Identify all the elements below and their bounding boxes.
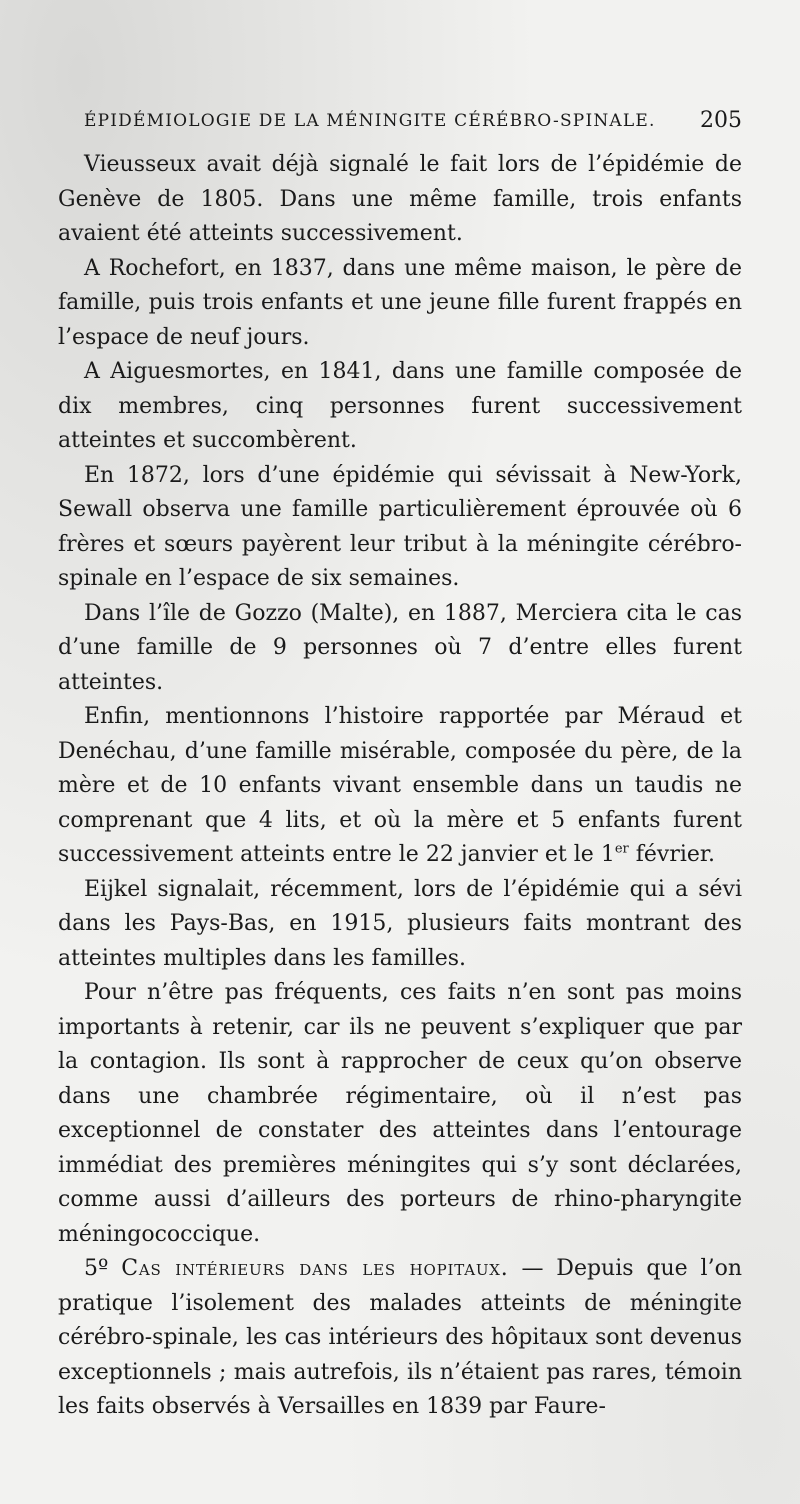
- running-head-title: ÉPIDÉMIOLOGIE DE LA MÉNINGITE CÉRÉBRO-SPINALE.: [84, 111, 656, 131]
- paragraph: A Aiguesmortes, en 1841, dans une famille composée de dix membres, cinq personnes furent successivement atteintes et succombèrent.: [58, 359, 742, 453]
- section-paragraph: [58, 1252, 742, 1425]
- paragraph-text: Enfin, mentionnons l’histoire rapportée par Méraud et Denéchau, d’une famille misérable, composée du père, de la mère et de 10 enfants vivant ensemble dans un taudis ne comprenant que 4 lits, et où la mère et 5 enfants furent successivement atteints entre le 22 janvier et le 1: [58, 704, 742, 867]
- body-text: [58, 148, 742, 1425]
- paragraph: [58, 700, 742, 873]
- paragraph: A Rochefort, en 1837, dans une même maison, le père de famille, puis trois enfants et une jeune fille furent frappés en l’espace de neuf jours.: [58, 255, 742, 350]
- section-heading: Cas intérieurs dans les hopitaux.: [121, 1256, 509, 1281]
- paragraph-text: — Depuis que l’on pratique l’isolement des malades atteints de méningite cérébro-spinale, les cas intérieurs des hôpitaux sont devenus exceptionnels ; mais autrefois, ils n’étaient pas rares, témoin les faits observés à Versailles en 1839 par Faure-: [58, 1256, 742, 1419]
- paragraph-text: février.: [628, 842, 715, 867]
- paragraph: Dans l’île de Gozzo (Malte), en 1887, Merciera cita le cas d’une famille de 9 personnes où 7 d’entre elles furent atteintes.: [58, 600, 742, 695]
- paragraph: Pour n’être pas fréquents, ces faits n’en sont pas moins importants à retenir, car ils ne peuvent s’expliquer que par la contagion. Ils sont à rapprocher de ceux qu’on observe dans une chambrée régimentaire, où il n’est pas exceptionnel de constater des atteintes dans l’entourage immédiat des premières méningites qui s’y sont déclarées, comme aussi d’ailleurs des porteurs de rhino-pharyngite méningococcique.: [58, 980, 742, 1247]
- paragraph: Eijkel signalait, récemment, lors de l’épidémie qui a sévi dans les Pays-Bas, en 1915, plusieurs faits montrant des atteintes multiples dans les familles.: [58, 876, 742, 971]
- superscript: er: [614, 841, 629, 857]
- running-head: [84, 104, 742, 138]
- section-number: 5º: [84, 1256, 109, 1281]
- paragraph: En 1872, lors d’une épidémie qui sévissait à New-York, Sewall observa une famille particulièrement éprouvée où 6 frères et sœurs payèrent leur tribut à la méningite cérébro-spinale en l’espace de six semaines.: [58, 462, 742, 591]
- page-number: 205: [700, 108, 742, 133]
- paragraph: Vieusseux avait déjà signalé le fait lors de l’épidémie de Genève de 1805. Dans une même famille, trois enfants avaient été atteints successivement.: [58, 152, 742, 246]
